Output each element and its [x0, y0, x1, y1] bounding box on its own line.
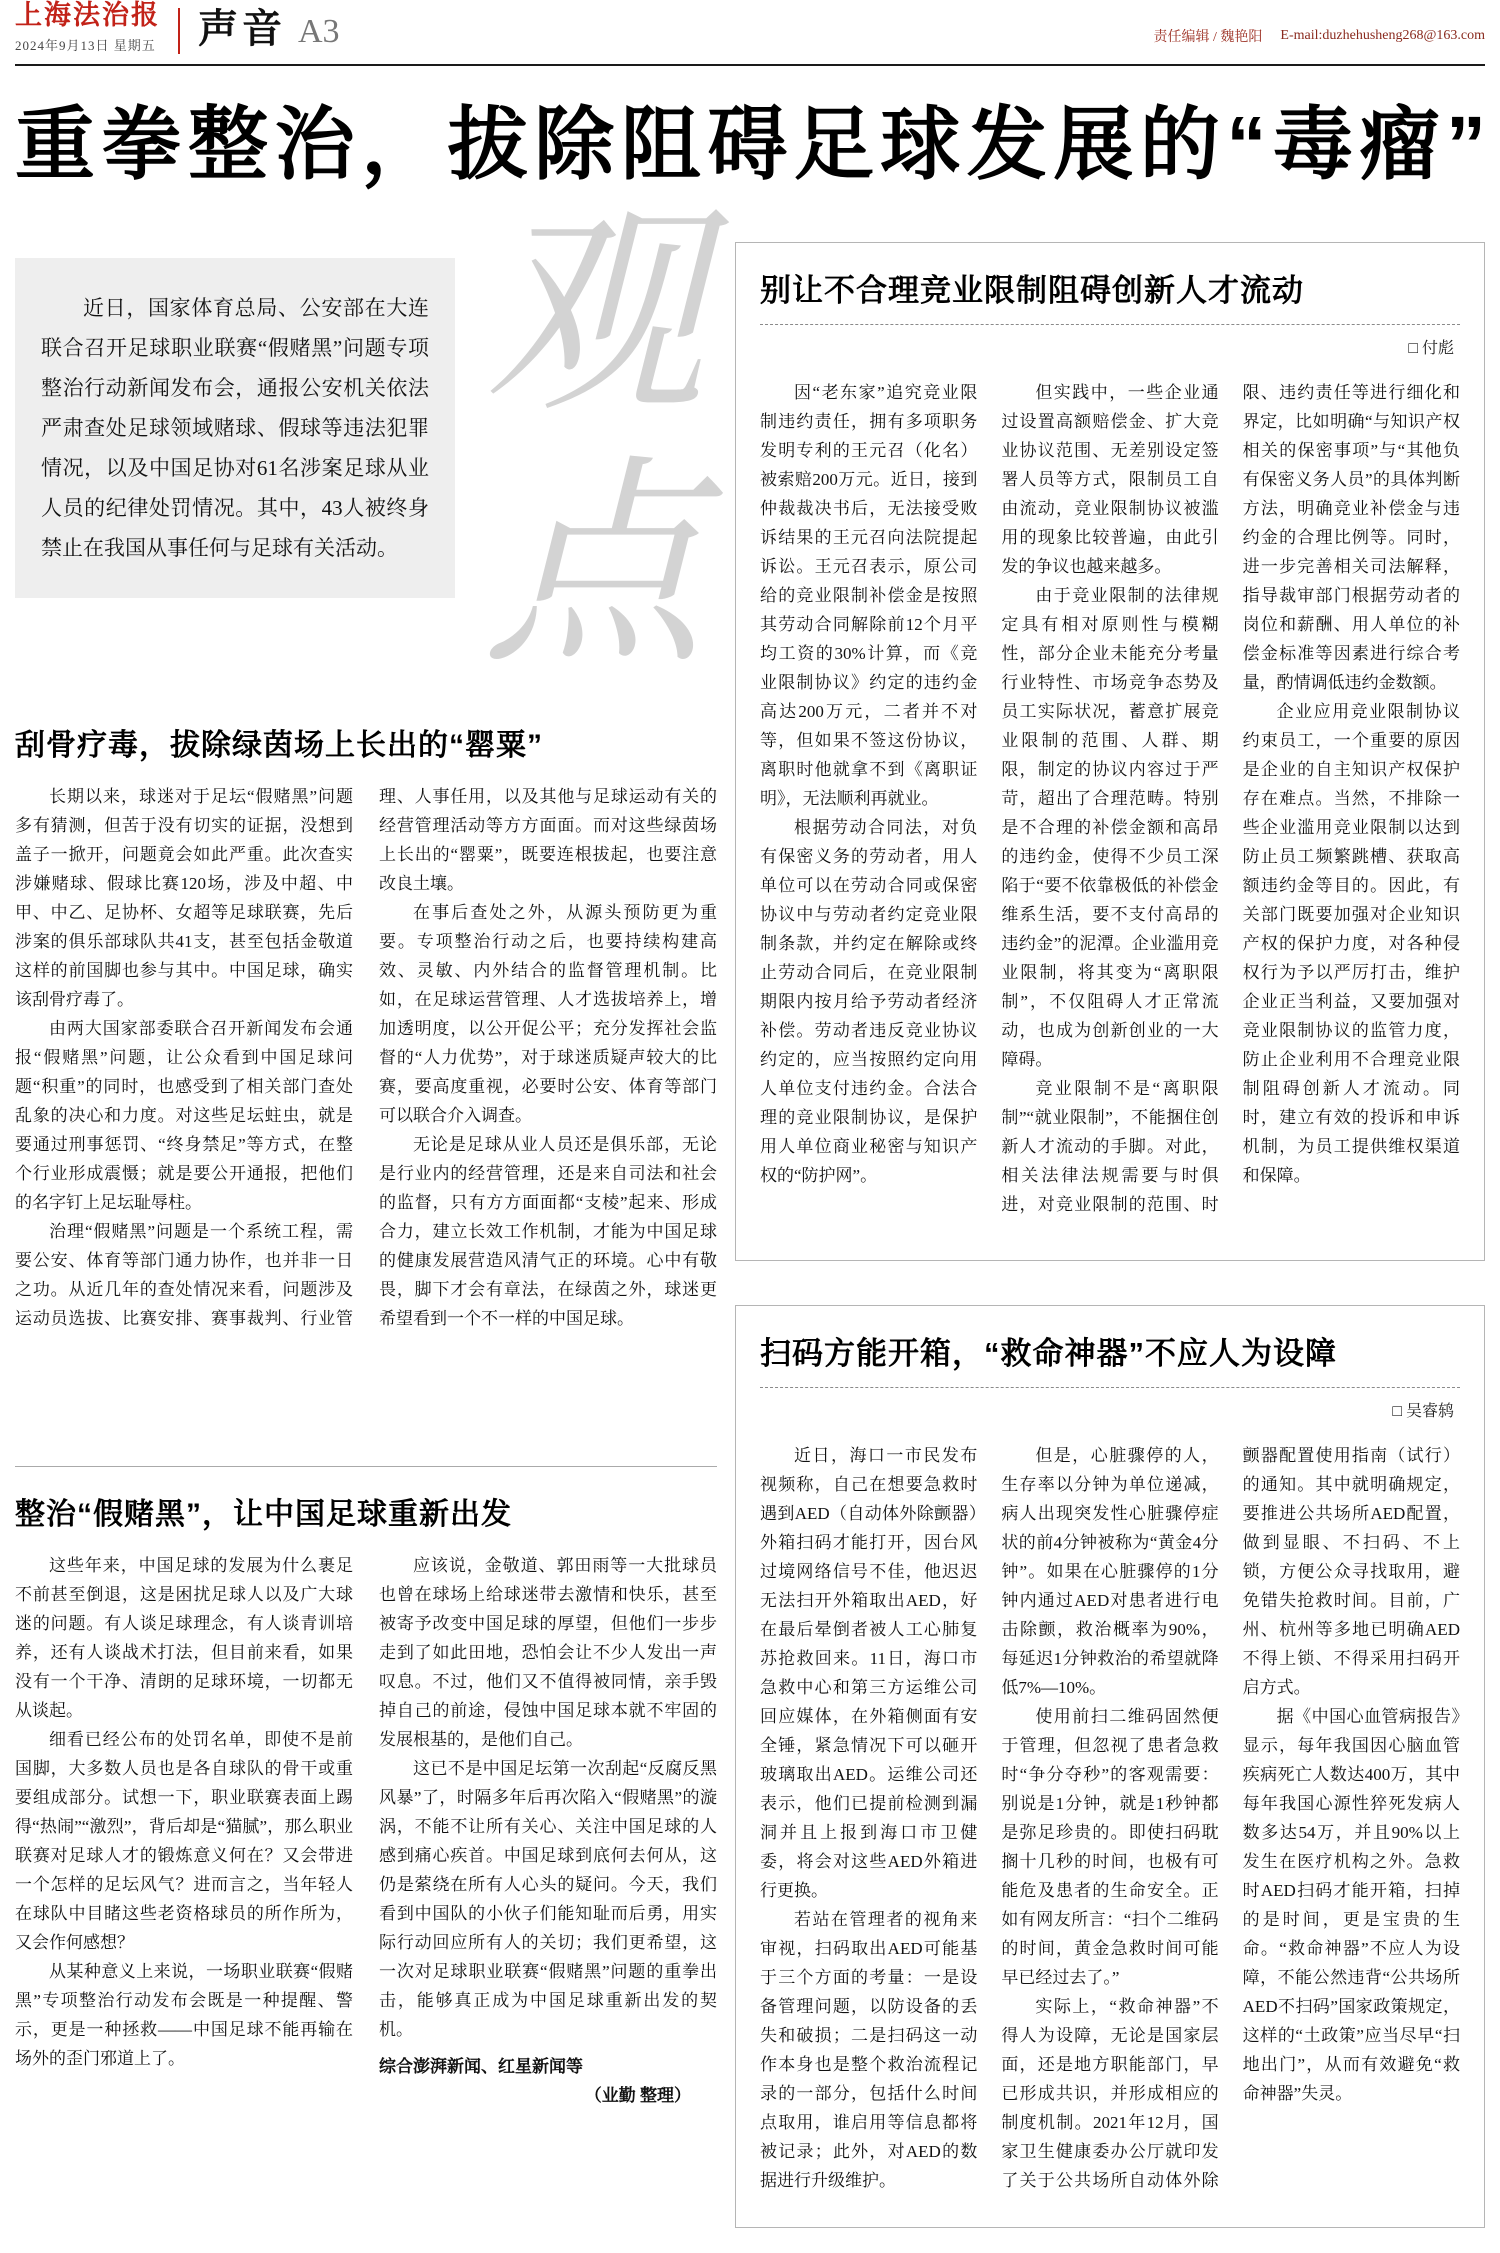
left-column — [15, 185, 717, 2228]
article-paragraph: 据《中国心血管病报告》显示，每年我国因心脑血管疾病死亡人数达400万，其中每年我国心源性猝死发病人数多达54万，并且90%以上发生在医疗机构之外。急救时AED扫码才能开箱，扫掉的是时间，更是宝贵的生命。“救命神器”不应人为设障，不能公然违背“公共场所AED不扫码”国家政策规定，这样的“土政策”应当尽早“扫地出门”，从而有效避免“救命神器”失灵。 — [1242, 1707, 1460, 2104]
article-paragraph: 由于竞业限制的法律规定具有相对原则性与模糊性，部分企业未能充分考量行业特性、市场竞争态势及员工实际状况，蓄意扩展竞业限制的范围、人群、期限，制定的协议内容过于严苛，超出了合理范畴。特别是不合理的补偿金额和高昂的违约金，使得不少员工深陷于“要不依靠极低的补偿金维系生活，要不支付高昂的违约金”的泥潭。企业滥用竞业限制，将其变为“离职限制”，不仅阻碍人才正常流动，也成为创新创业的一大障碍。 — [1001, 586, 1219, 1070]
editor-email: E-mail:duzhehusheng268@163.com — [1280, 28, 1485, 43]
viewpoint-watermark — [463, 185, 725, 696]
article-paragraph: 这已不是中国足坛第一次刮起“反腐反黑风暴”了，时隔多年后再次陷入“假赌黑”的漩涡，不能不让所有关心、关注中国足球的人感到痛心疾首。中国足球到底何去何从，这仍是萦绕在所有人心头的疑问。今天，我们看到中国队的小伙子们能知耻而后勇，用实际行动回应所有人的关切；我们更希望，这一次对足球职业联赛“假赌黑”问题的重拳出击，能够真正成为中国足球重新出发的契机。 — [379, 1759, 717, 2040]
header-divider — [178, 8, 180, 54]
watermark-char-top: 观 — [483, 185, 705, 444]
article-paragraph: 由两大国家部委联合召开新闻发布会通报“假赌黑”问题，让公众看到中国足球问题“积重”的同时，也感受到了相关部门查处乱象的决心和力度。对这些足坛蛀虫，就是要通过刑事惩罚、“终身禁足”等方式，在整个行业形成震慑；就是要公开通报，把他们的名字钉上足坛耻辱柱。 — [15, 1019, 353, 1213]
main-headline: 重拳整治，拔除阻碍足球发展的“毒瘤” — [15, 100, 1485, 189]
right-column — [735, 242, 1485, 2228]
article-body — [15, 1551, 717, 2191]
masthead — [15, 0, 160, 54]
newspaper-name: 上海法治报 — [15, 0, 160, 31]
article-paragraph: 从某种意义上来说，一场职业联赛“假赌黑”专项整治行动发布会既是一种提醒、警示，更是一种拯救——中国足球不能再输在场外的歪门邪道上了。 — [15, 1962, 353, 2069]
title-underline — [760, 324, 1460, 325]
issue-date: 2024年9月13日 星期五 — [15, 38, 156, 53]
article-title: 整治“假赌黑”，让中国足球重新出发 — [15, 1498, 512, 1532]
title-underline — [760, 1387, 1460, 1388]
lead-paragraph: 近日，国家体育总局、公安部在大连联合召开足球职业联赛“假赌黑”问题专项整治行动新闻发布会，通报公安机关依法严肃查处足球领域赌球、假球等违法犯罪情况，以及中国足协对61名涉案足球从业人员的纪律处罚情况。其中，43人被终身禁止在我国从事任何与足球有关活动。 — [41, 296, 429, 561]
article-paragraph: 使用前扫二维码固然便于管理，但忽视了患者急救时“争分夺秒”的客观需要：别说是1分钟，就是1秒钟都是弥足珍贵的。即使扫码耽搁十几秒的时间，也极有可能危及患者的生命安全。正如有网友所言：“扫个二维码的时间，黄金急救时间可能早已经过去了。” — [1001, 1707, 1219, 1988]
article-title: 刮骨疗毒，拔除绿茵场上长出的“罂粟” — [15, 729, 543, 763]
article-body — [15, 782, 717, 1440]
article-title: 扫码方能开箱，“救命神器”不应人为设障 — [760, 1336, 1337, 1372]
article-paragraph: 但实践中，一些企业通过设置高额赔偿金、扩大竞业协议范围、无差别设定签署人员等方式，限制员工自由流动，竞业限制协议被滥用的现象比较普遍，由此引发的争议也越来越多。 — [1001, 383, 1219, 577]
article-paragraph: 根据劳动合同法，对负有保密义务的劳动者，用人单位可以在劳动合同或保密协议中与劳动者约定竞业限制条款，并约定在解除或终止劳动合同后，在竞业限制期限内按月给予劳动者经济补偿。劳动者违反竞业协议约定的，应当按照约定向用人单位支付违约金。合法合理的竞业限制协议，是保护用人单位商业秘密与知识产权的“防护网”。 — [760, 818, 978, 1186]
article-paragraph: 竞业限制不是“离职限制”“就业限制”，不能捆住创新人才流动的手脚。对此，相关法律法规需要与时俱进，对竞业限制的范围、时限、违约责任等进行细化和界定，比如明确“与知识产权相关的保密事项”与“其他负有保密义务人员”的具体判断方法，明确竞业补偿金与违约金的合理比例等。同时，进一步完善相关司法解释，指导裁审部门根据劳动者的岗位和薪酬、用人单位的补偿金标准等因素进行综合考量，酌情调低违约金数额。 — [1001, 383, 1460, 1215]
article-paragraph: 在事后查处之外，从源头预防更为重要。专项整治行动之后，也要持续构建高效、灵敏、内外结合的监督管理机制。比如，在足球运营管理、人才选拔培养上，增加透明度，以公开促公平；充分发挥社会监督的“人力优势”，对于球迷质疑声较大的比赛，要高度重视，必要时公安、体育等部门可以联合介入调查。 — [379, 903, 717, 1126]
article-paragraph: 长期以来，球迷对于足坛“假赌黑”问题多有猜测，但苦于没有切实的证据，没想到盖子一掀开，问题竟会如此严重。此次查实涉嫌赌球、假球比赛120场，涉及中超、中甲、中乙、足协杯、女超等足球联赛，先后涉案的俱乐部球队共41支，甚至包括金敬道这样的前国脚也参与其中。中国足球，确实该刮骨疗毒了。 — [15, 787, 353, 1010]
article-paragraph: 这些年来，中国足球的发展为什么裹足不前甚至倒退，这是困扰足球人以及广大球迷的问题。有人谈足球理念，有人谈青训培养，还有人谈战术打法，但目前来看，如果没有一个干净、清朗的足球环境，一切都无从谈起。 — [15, 1556, 353, 1721]
article-paragraph: 近日，海口一市民发布视频称，自己在想要急救时遇到AED（自动体外除颤器）外箱扫码才能打开，因台风过境网络信号不佳，他迟迟无法扫开外箱取出AED，好在最后晕倒者被人工心肺复苏抢救回来。11日，海口市急救中心和第三方运维公司回应媒体，在外箱侧面有安全锤，紧急情况下可以砸开玻璃取出AED。运维公司还表示，他们已提前检测到漏洞并且上报到海口市卫健委，将会对这些AED外箱进行更换。 — [760, 1446, 978, 1901]
editor-info — [1154, 26, 1485, 54]
watermark-char-bottom: 点 — [483, 437, 705, 696]
article-paragraph: 应该说，金敬道、郭田雨等一大批球员也曾在球场上给球迷带去激情和快乐，甚至被寄予改变中国足球的厚望，但他们一步步走到了如此田地，恐怕会让不少人发出一声叹息。不过，他们又不值得被同情，亲手毁掉自己的前途，侵蚀中国足球本就不牢固的发展根基的，是他们自己。 — [379, 1556, 717, 1750]
article-jingye — [735, 242, 1485, 1261]
section-name: 声音 — [198, 7, 286, 51]
article-paragraph: 企业应用竞业限制协议约束员工，一个重要的原因是企业的自主知识产权保护存在难点。当然，不排除一些企业滥用竞业限制以达到防止员工频繁跳槽、获取高额违约金等目的。因此，有关部门既要加强对企业知识产权的保护力度，对各种侵权行为予以严厉打击，维护企业正当利益，又要加强对竞业限制协议的监管力度，防止企业利用不合理竞业限制阻碍创新人才流动。同时，建立有效的投诉和申诉机制，为员工提供维权渠道和保障。 — [1242, 702, 1460, 1186]
article-author: □ 吴睿鸫 — [1392, 1403, 1454, 1421]
article-paragraph: 细看已经公布的处罚名单，即使不是前国脚，大多数人员也是各自球队的骨干或重要组成部分。试想一下，职业联赛表面上踢得“热闹”“激烈”，背后却是“猫腻”，那么职业联赛对足球人才的锻炼意义何在？又会带进一个怎样的足坛风气？进而言之，当年轻人在球队中目睹这些老资格球员的所作所为，又会作何感想？ — [15, 1730, 353, 1953]
lead-section — [15, 185, 717, 698]
article-title: 别让不合理竞业限制阻碍创新人才流动 — [760, 273, 1304, 309]
section-block — [198, 0, 340, 54]
article-paragraph: 治理“假赌黑”问题是一个系统工程，需要公安、体育等部门通力协作，也并非一日之功。从近几年的查处情况来看，问题涉及运动员选拔、比赛安排、赛事裁判、行业管理、人事任用，以及其他与足球运动有关的经营管理活动等方方面面。而对这些绿茵场上长出的“罂粟”，既要连根拔起，也要注意改良土壤。 — [15, 787, 717, 1329]
article-guagu — [15, 720, 717, 1440]
article-body — [760, 1441, 1460, 2201]
page-header — [15, 0, 1485, 66]
article-saoma — [735, 1305, 1485, 2228]
article-body — [760, 378, 1460, 1234]
article-paragraph: 若站在管理者的视角来审视，扫码取出AED可能基于三个方面的考量：一是设备管理问题，以防设备的丢失和破损；二是扫码这一动作本身也是整个救治流程记录的一部分，包括什么时间点取用，谁启用等信息都将被记录；此外，对AED的数据进行升级维护。 — [760, 1910, 978, 2191]
article-zhengzhi — [15, 1489, 717, 2191]
article-paragraph: 实际上，“救命神器”不得人为设障，无论是国家层面，还是地方职能部门，早已形成共识，并形成相应的制度机制。2021年12月，国家卫生健康委办公厅就印发了关于公共场所自动体外除颤器配置使用指南（试行）的通知。其中就明确规定，要推进公共场所AED配置，做到显眼、不扫码、不上锁，方便公众寻找取用，避免错失抢救时间。目前，广州、杭州等多地已明确AED不得上锁、不得采用扫码开启方式。 — [1001, 1446, 1460, 2191]
article-author: □ 付彪 — [1408, 340, 1454, 358]
page-number: A3 — [298, 13, 340, 50]
article-paragraph: 无论是足球从业人员还是俱乐部，无论是行业内的经营管理，还是来自司法和社会的监督，只有方方面面都“支棱”起来、形成合力，建立长效工作机制，才能为中国足球的健康发展营造风清气正的环境。心中有敬畏，脚下才会有章法，在绿茵之外，球迷更希望看到一个不一样的中国足球。 — [379, 1135, 717, 1329]
responsible-editor: 责任编辑 / 魏艳阳 — [1153, 30, 1263, 45]
article-paragraph: 但是，心脏骤停的人，生存率以分钟为单位递减，病人出现突发性心脏骤停症状的前4分钟被称为“黄金4分钟”。如果在心脏骤停的1分钟内通过AED对患者进行电击除颤，救治概率为90%，每延迟1分钟救治的希望就降低7%—10%。 — [1001, 1446, 1219, 1698]
article-separator — [15, 1466, 717, 1467]
source-attribution: 综合澎湃新闻、红星新闻等 — [379, 2057, 583, 2077]
article-paragraph: 因“老东家”追究竞业限制违约责任，拥有多项职务发明专利的王元召（化名）被索赔200万元。近日，接到仲裁裁决书后，无法接受败诉结果的王元召向法院提起诉讼。王元召表示，原公司给的竞业限制补偿金是按照其劳动合同解除前12个月平均工资的30%计算，而《竞业限制协议》约定的违约金高达200万元，二者并不对等，但如果不签这份协议，离职时他就拿不到《离职证明》，无法顺利再就业。 — [760, 383, 978, 809]
lead-box — [15, 258, 455, 598]
page-content — [15, 185, 1485, 2228]
compiler-attribution: （业勤 整理） — [584, 2086, 691, 2106]
